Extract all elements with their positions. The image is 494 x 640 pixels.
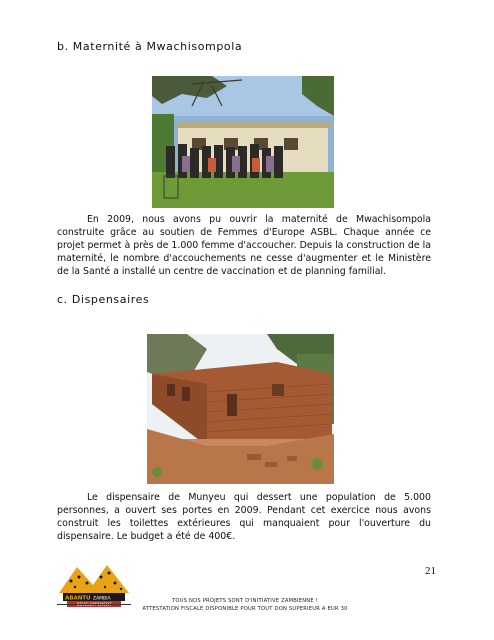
footer-divider (57, 604, 131, 605)
logo-name-suffix: ZAMBIA (93, 596, 111, 602)
logo-name: ABANTU (65, 595, 91, 602)
footer-line-1: TOUS NOS PROJETS SONT D'INITIATIVE ZAMBIENNE ! (172, 598, 318, 604)
section-heading-maternite: b. Maternité à Mwachisompola (57, 40, 243, 53)
page-number: 21 (425, 565, 436, 577)
footer-line-2: ATTESTATION FISCALE DISPONIBLE POUR TOUT DON SUPERIEUR A EUR 30 (142, 606, 348, 612)
dispensary-toilets-photo (147, 334, 334, 484)
maternite-paragraph: En 2009, nous avons pu ouvrir la maternité de Mwachisompola construite grâce au soutien de Femmes d'Europe ASBL. Chaque année ce projet permet à près de 1.000 femme d'accoucher. Depuis la construction de la maternité, le nombre d'accouchements ne cesse d'augmenter et le Ministère de la Santé a installé un centre de vaccination et de planning familial. (57, 214, 431, 277)
section-heading-dispensaires: c. Dispensaires (57, 293, 150, 306)
dispensaires-paragraph: Le dispensaire de Munyeu qui dessert une population de 5.000 personnes, a ouvert ses portes en 2009. Pendant cet exercice nous avons construit les toilettes extérieures qui manquaient pour l'ouverture du dispensaire. Le budget a été de 400€. (57, 492, 431, 542)
maternity-building-photo (152, 76, 334, 208)
